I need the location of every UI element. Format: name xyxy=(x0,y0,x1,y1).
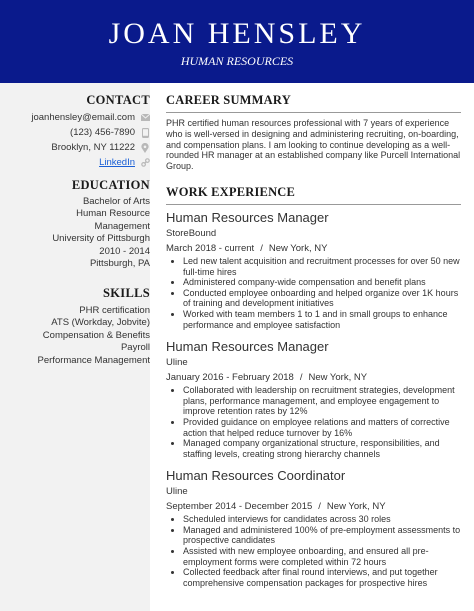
candidate-name: JOAN HENSLEY xyxy=(108,17,366,50)
skill-item: PHR certification xyxy=(79,305,150,316)
candidate-role: HUMAN RESOURCES xyxy=(180,54,294,68)
bullet-item: • Assisted with new employee onboarding, and ensured all pre-employment forms were completed within 72 hours xyxy=(183,546,461,567)
phone-icon xyxy=(140,128,150,138)
job-entry xyxy=(166,468,461,588)
contact-heading: CONTACT xyxy=(86,93,150,107)
job-dates: September 2014 - December 2015 xyxy=(166,501,313,513)
major-line-1: Human Resource xyxy=(76,208,150,220)
summary-text: PHR certified human resources professional with 7 years of experience who is well-versed in designing and administering recruiting, on-boarding, and compensation plans. I am looking to continue developing as a well-rounded HR manager at an established company like Purcell International Group. xyxy=(166,118,461,172)
company: Uline xyxy=(166,486,188,498)
skills-heading: SKILLS xyxy=(103,286,150,300)
contact-section xyxy=(31,93,150,170)
job-title: Human Resources Manager xyxy=(166,339,329,355)
bullet-item: • Collaborated with leadership on recruitment strategies, development plans, performance management, and employee engagement to improve retention rates by 12% xyxy=(183,385,461,417)
skill-item: ATS (Workday, Jobvite) xyxy=(51,317,150,329)
divider xyxy=(166,112,461,113)
email-icon xyxy=(140,114,150,121)
bullet-item: • Led new talent acquisition and recruitment processes for over 50 new full-time hires xyxy=(183,256,461,277)
job-entry xyxy=(166,210,461,330)
bullet-item: • Administered company-wide compensation and benefit plans xyxy=(183,277,461,288)
bullet-item: • Worked with team members 1 to 1 and in small groups to enhance performance and employee satisfaction xyxy=(183,309,461,330)
job-title: Human Resources Coordinator xyxy=(166,468,346,484)
contact-location xyxy=(31,140,150,155)
school: University of Pittsburgh xyxy=(52,233,150,245)
phone-text: (123) 456-7890 xyxy=(70,127,135,138)
bullet-item: • Managed company organizational structure, responsibilities, and staffing levels, creating strong hierarchy channels xyxy=(183,438,461,459)
contact-linkedin[interactable] xyxy=(31,155,150,170)
job-location: New York, NY xyxy=(308,372,368,384)
job-bullets xyxy=(166,385,461,459)
job-location: New York, NY xyxy=(268,242,328,254)
job-meta: January 2016 - February 2018 / New York, NY xyxy=(166,372,368,384)
job-dates: March 2018 - current xyxy=(166,242,255,254)
bullet-item: • Scheduled interviews for candidates across 30 roles xyxy=(183,514,461,525)
contact-email[interactable] xyxy=(31,110,150,125)
job-bullets xyxy=(166,256,461,330)
location-text: Brooklyn, NY 11222 xyxy=(51,142,135,153)
skills-section xyxy=(38,286,150,367)
job-meta: March 2018 - current / New York, NY xyxy=(166,242,328,254)
job-bullets xyxy=(166,514,461,588)
skill-item: Compensation & Benefits xyxy=(42,329,150,341)
skill-item: Payroll xyxy=(120,342,150,354)
linkedin-link[interactable]: LinkedIn xyxy=(99,157,135,168)
company: StoreBound xyxy=(166,227,217,239)
major-line-2: Management xyxy=(94,220,150,232)
education-section xyxy=(52,178,150,270)
education-heading: EDUCATION xyxy=(71,178,150,192)
location-icon xyxy=(140,143,150,153)
header-banner xyxy=(0,0,474,83)
contact-phone[interactable] xyxy=(31,125,150,140)
company: Uline xyxy=(166,357,188,369)
main-column xyxy=(166,93,461,588)
summary-section xyxy=(166,93,461,172)
job-meta: September 2014 - December 2015 / New York, NY xyxy=(166,501,386,513)
experience-heading: WORK EXPERIENCE xyxy=(166,184,296,199)
job-location: New York, NY xyxy=(326,501,386,513)
education-location: Pittsburgh, PA xyxy=(89,258,150,270)
education-dates: 2010 - 2014 xyxy=(99,245,150,257)
bullet-item: • Conducted employee onboarding and helped organize over 1K hours of training and development initiatives xyxy=(183,288,461,309)
bullet-item: • Provided guidance on employee relations and matters of corrective action that helped reduce turnover by 16% xyxy=(183,417,461,438)
summary-heading: CAREER SUMMARY xyxy=(166,93,291,107)
degree: Bachelor of Arts xyxy=(82,196,150,207)
bullet-item: • Collected feedback after final round interviews, and put together comprehensive compensation packages for prospective hires xyxy=(183,567,461,588)
bullet-item: • Managed and administered 100% of pre-employment assessments to prospective candidates xyxy=(183,525,461,546)
linkedin-icon xyxy=(140,158,150,167)
job-title: Human Resources Manager xyxy=(166,209,329,225)
email-text: joanhensley@email.com xyxy=(31,112,135,123)
job-entry xyxy=(166,339,461,459)
job-dates: January 2016 - February 2018 xyxy=(166,372,294,384)
divider xyxy=(166,204,461,205)
skill-item: Performance Management xyxy=(37,354,150,366)
experience-section xyxy=(166,185,461,588)
